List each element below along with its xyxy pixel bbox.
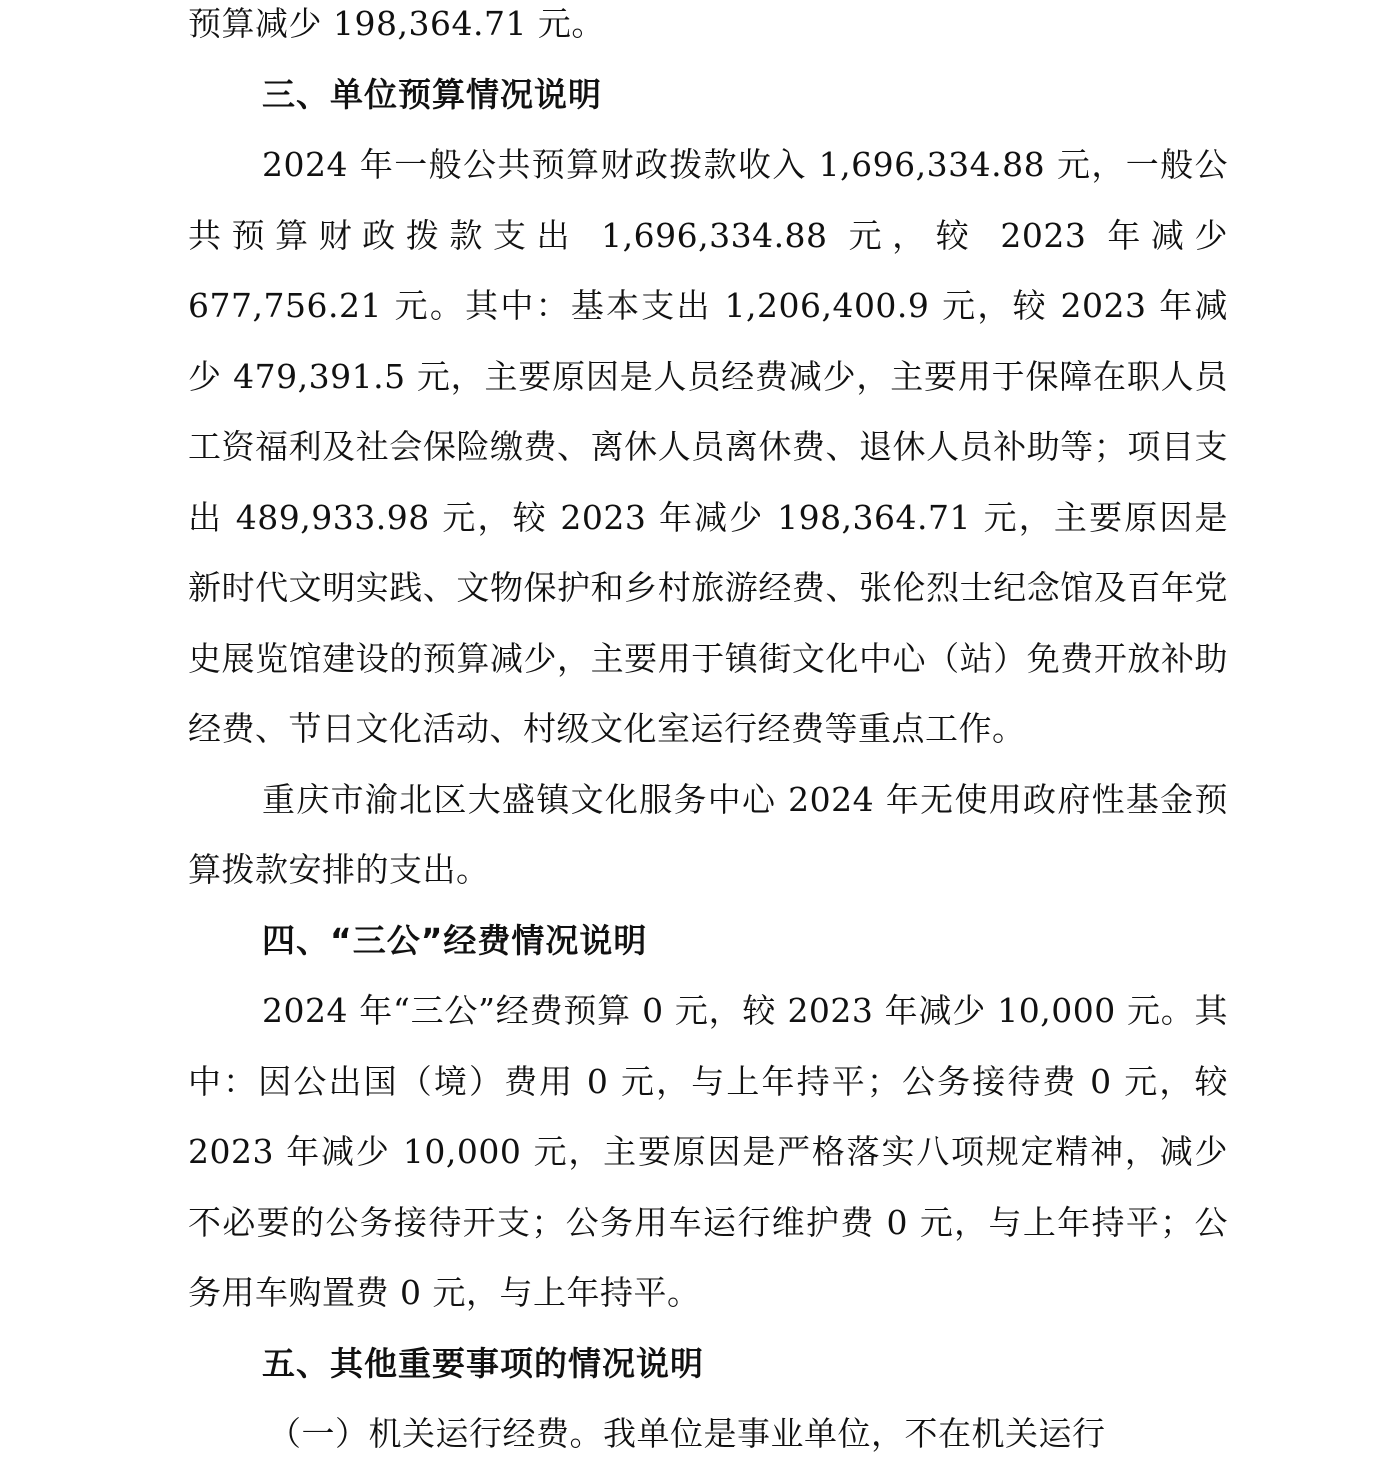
paragraph-government-fund: 重庆市渝北区大盛镇文化服务中心 2024 年无使用政府性基金预算拨款安排的支出。: [188, 779, 1228, 889]
paragraph-operating-expenses: （一）机关运行经费。我单位是事业单位，不在机关运行: [268, 1414, 1106, 1453]
paragraph-three-public-expenses: 2024 年“三公”经费预算 0 元，较 2023 年减少 10,000 元。其中：因公出国（境）费用 0 元，与上年持平；公务接待费 0 元，较 2023 年减少 10,000 元，主要原因是严格落实八项规定精神，减少不必要的公务接待开支；公务用车运行维护费 0 元，与上年持平；公务用车购置费 0 元，与上年持平。: [188, 991, 1228, 1312]
section-heading-three-public: 四、“三公”经费情况说明: [262, 920, 648, 960]
paragraph-general-budget: 2024 年一般公共预算财政拨款收入 1,696,334.88 元，一般公共预算财政拨款支出 1,696,334.88 元，较 2023 年减少 677,756.21 元。其中：基本支出 1,206,400.9 元，较 2023 年减少 479,391.5 元，主要原因是人员经费减少，主要用于保障在职人员工资福利及社会保险缴费、离休人员离休费、退休人员补助等；项目支出 489,933.98 元，较 2023 年减少 198,364.71 元，主要原因是新时代文明实践、文物保护和乡村旅游经费、张伦烈士纪念馆及百年党史展览馆建设的预算减少，主要用于镇街文化中心（站）免费开放补助经费、节日文化活动、村级文化室运行经费等重点工作。: [188, 145, 1228, 748]
section-heading-other-matters: 五、其他重要事项的情况说明: [262, 1343, 704, 1383]
paragraph-continuation: 预算减少 198,364.71 元。: [188, 4, 605, 43]
section-heading-budget: 三、单位预算情况说明: [262, 74, 602, 114]
document-page: [188, 0, 1228, 1470]
